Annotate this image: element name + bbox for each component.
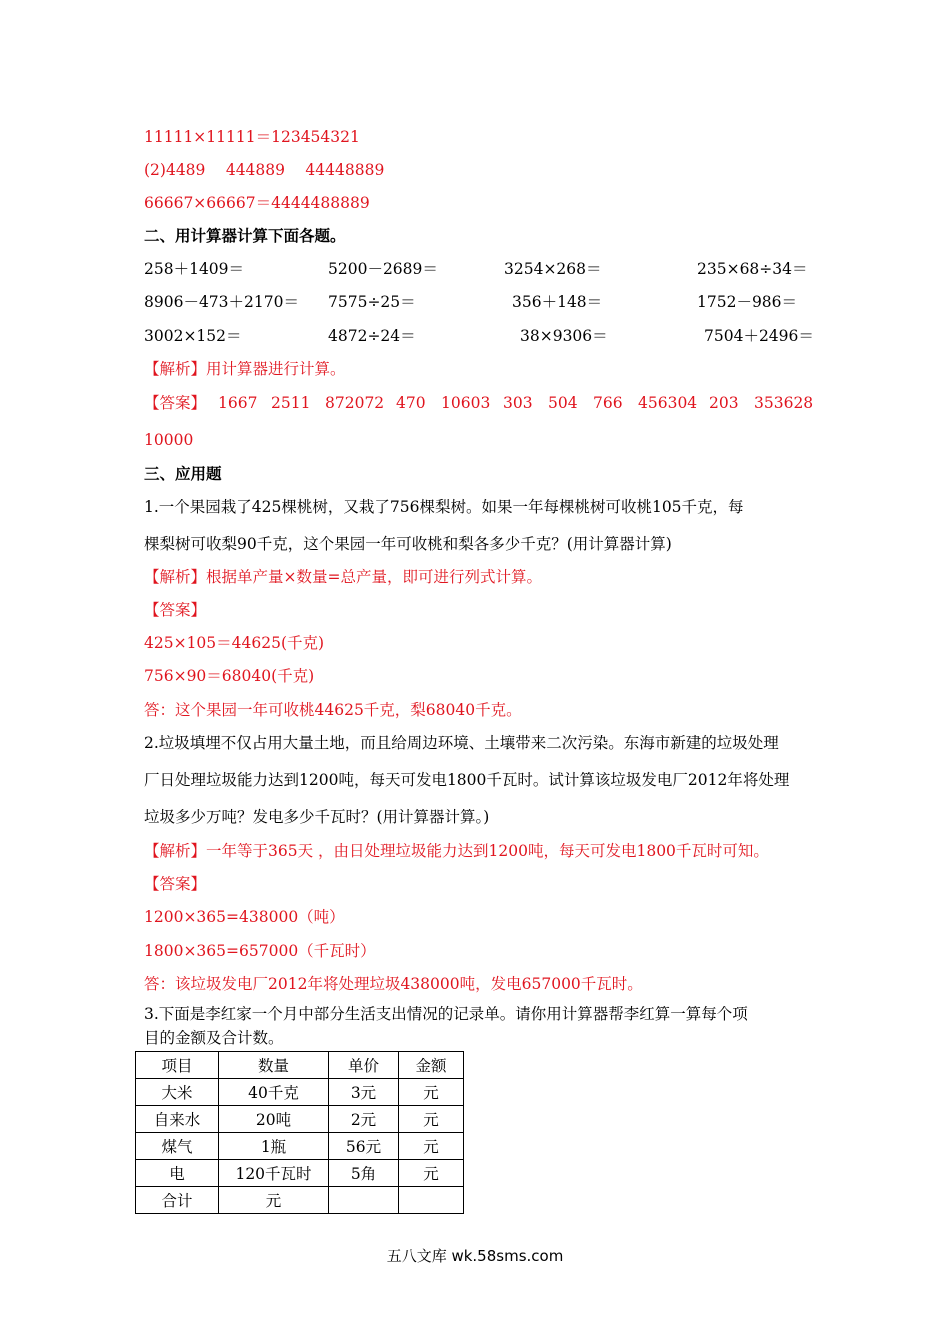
table-cell: 合计 (136, 1187, 219, 1214)
problem-cell: 7575÷25＝ (328, 293, 416, 311)
table-row (136, 1187, 464, 1214)
expense-table (135, 1051, 464, 1214)
table-cell: 2元 (329, 1106, 399, 1133)
answer-value: 766 (593, 394, 623, 412)
analysis-label: 【解析】 (144, 360, 207, 378)
q2-line-2: 厂日处理垃圾能力达到1200吨，每天可发电1800千瓦时。试计算该垃圾发电厂2012年将处理 (144, 771, 790, 789)
table-header: 项目 (136, 1052, 219, 1079)
table-row (136, 1079, 464, 1106)
answer-value: 1667 (218, 394, 258, 412)
q2-answer-2: 1800×365=657000（千瓦时） (144, 942, 376, 960)
table-cell: 56元 (329, 1133, 399, 1160)
table-row (136, 1160, 464, 1187)
answer-value: 872072 (325, 394, 385, 412)
table-cell: 元 (399, 1079, 464, 1106)
problem-cell: 3002×152＝ (144, 327, 242, 345)
q2-line-1: 2.垃圾填埋不仅占用大量土地，而且给周边环境、土壤带来二次污染。东海市新建的垃圾处理 (144, 734, 779, 752)
answer-line-1: 11111×11111＝123454321 (144, 128, 360, 146)
answer-line-2: (2)4489 444889 44448889 (144, 161, 385, 179)
problem-cell: 235×68÷34＝ (697, 260, 808, 278)
q1-line-1: 1.一个果园栽了425棵桃树，又栽了756棵梨树。如果一年每棵桃树可收桃105千克，每 (144, 498, 744, 516)
table-row (136, 1133, 464, 1160)
table-cell: 自来水 (136, 1106, 219, 1133)
q2-answer-3: 答：该垃圾发电厂2012年将处理垃圾438000吨，发电657000千瓦时。 (144, 975, 643, 993)
q1-answer-3: 答：这个果园一年可收桃44625千克，梨68040千克。 (144, 701, 522, 719)
answer-value: 203 (709, 394, 739, 412)
problem-cell: 5200－2689＝ (328, 260, 438, 278)
table-cell: 煤气 (136, 1133, 219, 1160)
table-header: 金额 (399, 1052, 464, 1079)
table-cell: 3元 (329, 1079, 399, 1106)
table-cell: 120千瓦时 (219, 1160, 329, 1187)
table-cell: 5角 (329, 1160, 399, 1187)
table-cell: 1瓶 (219, 1133, 329, 1160)
analysis-text: 根据单产量×数量=总产量，即可进行列式计算。 (206, 568, 542, 586)
problem-cell: 356＋148＝ (512, 293, 603, 311)
section3-heading: 三、应用题 (144, 464, 222, 483)
q2-answer-label: 【答案】 (144, 875, 207, 893)
analysis (144, 358, 346, 380)
problem-cell: 8906－473＋2170＝ (144, 293, 299, 311)
answer-line-3: 66667×66667＝4444488889 (144, 194, 370, 212)
q3-line-2: 目的金额及合计数。 (144, 1029, 284, 1047)
table-cell: 元 (399, 1106, 464, 1133)
q1-answer-label: 【答案】 (144, 601, 207, 619)
table-header: 数量 (219, 1052, 329, 1079)
table-cell: 电 (136, 1160, 219, 1187)
answer-value: 470 (396, 394, 426, 412)
analysis-text: 用计算器进行计算。 (206, 360, 346, 378)
answer-label: 【答案】 (144, 394, 207, 412)
answer-value: 303 (503, 394, 533, 412)
problem-cell: 38×9306＝ (520, 327, 608, 345)
table-cell: 40千克 (219, 1079, 329, 1106)
analysis-label: 【解析】 (144, 842, 207, 860)
q1-answer-2: 756×90＝68040(千克) (144, 667, 315, 685)
problem-cell: 3254×268＝ (504, 260, 602, 278)
q1-analysis (144, 566, 542, 588)
answer-value: 2511 (271, 394, 311, 412)
table-cell (399, 1187, 464, 1214)
analysis-label: 【解析】 (144, 568, 207, 586)
problem-cell: 258＋1409＝ (144, 260, 245, 278)
problem-cell: 7504＋2496＝ (704, 327, 814, 345)
table-cell: 20吨 (219, 1106, 329, 1133)
answer-value: 456304 (638, 394, 698, 412)
problem-cell: 1752－986＝ (697, 293, 798, 311)
table-row (136, 1106, 464, 1133)
table-header-row (136, 1052, 464, 1079)
q2-line-3: 垃圾多少万吨？发电多少千瓦时？(用计算器计算。) (144, 808, 490, 826)
problem-cell: 4872÷24＝ (328, 327, 416, 345)
table-cell: 元 (399, 1160, 464, 1187)
q2-analysis (144, 840, 769, 862)
q2-answer-1: 1200×365=438000（吨） (144, 908, 345, 926)
table-header: 单价 (329, 1052, 399, 1079)
table-cell: 元 (399, 1133, 464, 1160)
answer-value: 10603 (441, 394, 491, 412)
table-cell: 大米 (136, 1079, 219, 1106)
answer-last: 10000 (144, 431, 194, 449)
footer-watermark: 五八文库 wk.58sms.com (386, 1247, 564, 1265)
q1-line-2: 棵梨树可收梨90千克，这个果园一年可收桃和梨各多少千克？(用计算器计算) (144, 535, 672, 553)
table-cell (329, 1187, 399, 1214)
section2-heading: 二、用计算器计算下面各题。 (144, 226, 346, 245)
q3-line-1: 3.下面是李红家一个月中部分生活支出情况的记录单。请你用计算器帮李红算一算每个项 (144, 1005, 748, 1023)
answer-value: 504 (548, 394, 578, 412)
answer-value: 353628 (754, 394, 814, 412)
q1-answer-1: 425×105＝44625(千克) (144, 634, 325, 652)
analysis-text: 一年等于365天 ，由日处理垃圾能力达到1200吨，每天可发电1800千瓦时可知。 (206, 842, 769, 860)
table-cell: 元 (219, 1187, 329, 1214)
